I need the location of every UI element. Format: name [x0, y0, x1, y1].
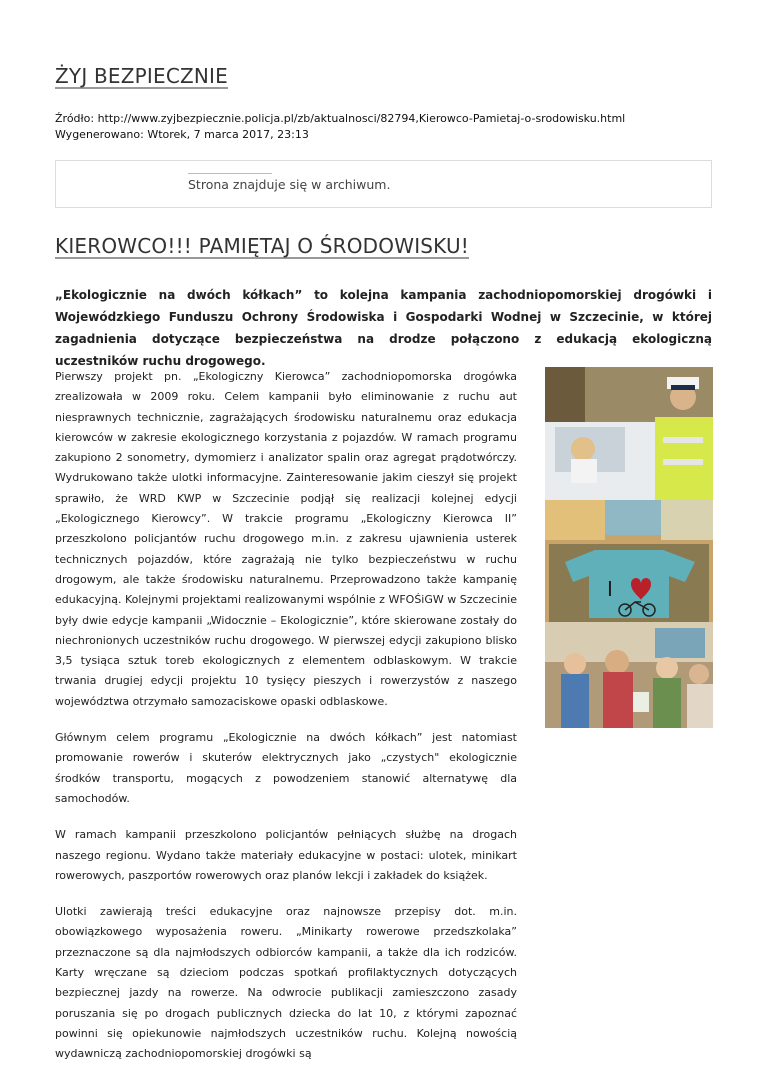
article-title[interactable]: KIEROWCO!!! PAMIĘTAJ O ŚRODOWISKU! [55, 234, 470, 258]
photo-tshirt-drawings [545, 500, 713, 622]
archive-notice-box [55, 160, 712, 208]
archive-notice: Strona znajduje się w archiwum. [188, 177, 391, 192]
photo-children-preschool [545, 622, 713, 728]
generated-line: Wygenerowano: Wtorek, 7 marca 2017, 23:13 [55, 128, 309, 141]
photo-police-officer-car [545, 367, 713, 500]
article-lead: „Ekologicznie na dwóch kółkach” to kolejna kampania zachodniopomorskiej drogówki i Wojewódzkiego Funduszu Ochrony Środowiska i Gospodarki Wodnej w Szczecinie, w której zagadnienia dotyczące bezpieczeństwa na drodze połączono z edukacją ekologiczną uczestników ruchu drogowego. [55, 288, 712, 368]
notice-divider [188, 173, 272, 174]
site-title[interactable]: ŻYJ BEZPIECZNIE [55, 64, 228, 88]
svg-text:I: I [607, 577, 613, 601]
article-paragraph: W ramach kampanii przeszkolono policjantów pełniących służbę na drogach naszego regionu. Wydano także materiały edukacyjne w postaci: ulotek, minikart rowerowych, paszportów rowerowych oraz planów lekcji i zakładek do książek. [55, 828, 517, 882]
article-paragraph: Głównym celem programu „Ekologicznie na dwóch kółkach” jest natomiast promowanie rowerów i skuterów elektrycznych jako „czystych" ekologicznie środków transportu, mogących z powodzeniem stanowić alternatywę dla samochodów. [55, 731, 517, 805]
article-paragraph: Ulotki zawierają treści edukacyjne oraz najnowsze przepisy dot. m.in. obowiązkowego wyposażenia roweru. „Minikarty rowerowe przedszkolaka” przeznaczone są dla najmłodszych odbiorców kampanii, a także dla ich rodziców. Karty wręczane są dzieciom podczas spotkań profilaktycznych dotyczących bezpiecznej jazdy na rowerze. Na odwrocie publikacji zamieszczono zasady poruszania się po drogach publicznych dziecka do lat 10, z którymi zapoznać powinni się opiekunowie najmłodszych uczestników ruchu. Kolejną nowością wydawniczą zachodniopomorskiej drogówki są [55, 905, 517, 1061]
page-meta [55, 111, 625, 143]
article-paragraph: Pierwszy projekt pn. „Ekologiczny Kierowca” zachodniopomorska drogówka zrealizowała w 2009 roku. Celem kampanii było eliminowanie z ruchu aut niesprawnych technicznie, zagrażających środowisku naturalnemu oraz edukacja kierowców w zakresie ekologicznego korzystania z pojazdów. W ramach programu zakupiono 2 sonometry, dymomierz i analizator spalin oraz agregat prądotwórczy. Wydrukowano także ulotki informacyjne. Zainteresowanie jakim cieszył się projekt sprawiło, że WRD KWP w Szczecinie podjął się realizacji kolejnej edycji „Ekologicznego Kierowcy”. W trakcie programu „Ekologiczny Kierowca II” przeszkolono policjantów ruchu drogowego m.in. z zakresu ujawnienia usterek technicznych pojazdów, które zagrażają nie tylko bezpieczeństwu w ruchu drogowym, ale także środowisku naturalnemu. Przeprowadzono także kampanię edukacyjną. Kolejnymi projektami realizowanymi wspólnie z WFOŚiGW w Szczecinie były dwie edycje kampanii „Widocznie – Ekologicznie”, które skierowane zostały do niechronionych uczestników ruchu drogowego. W pierwszej edycji zakupiono blisko 3,5 tysiąca sztuk toreb ekologicznych z elementem odblaskowym. W trakcie trwania drugiej edycji projektu 10 tysięcy pieszych i rowerzystów z naszego województwa otrzymało samozaciskowe opaski odblaskowe. [55, 370, 517, 708]
article-body [55, 367, 517, 1081]
source-line: Źródło: http://www.zyjbezpiecznie.policja.pl/zb/aktualnosci/82794,Kierowco-Pamietaj-o-srodowisku.html [55, 112, 626, 125]
